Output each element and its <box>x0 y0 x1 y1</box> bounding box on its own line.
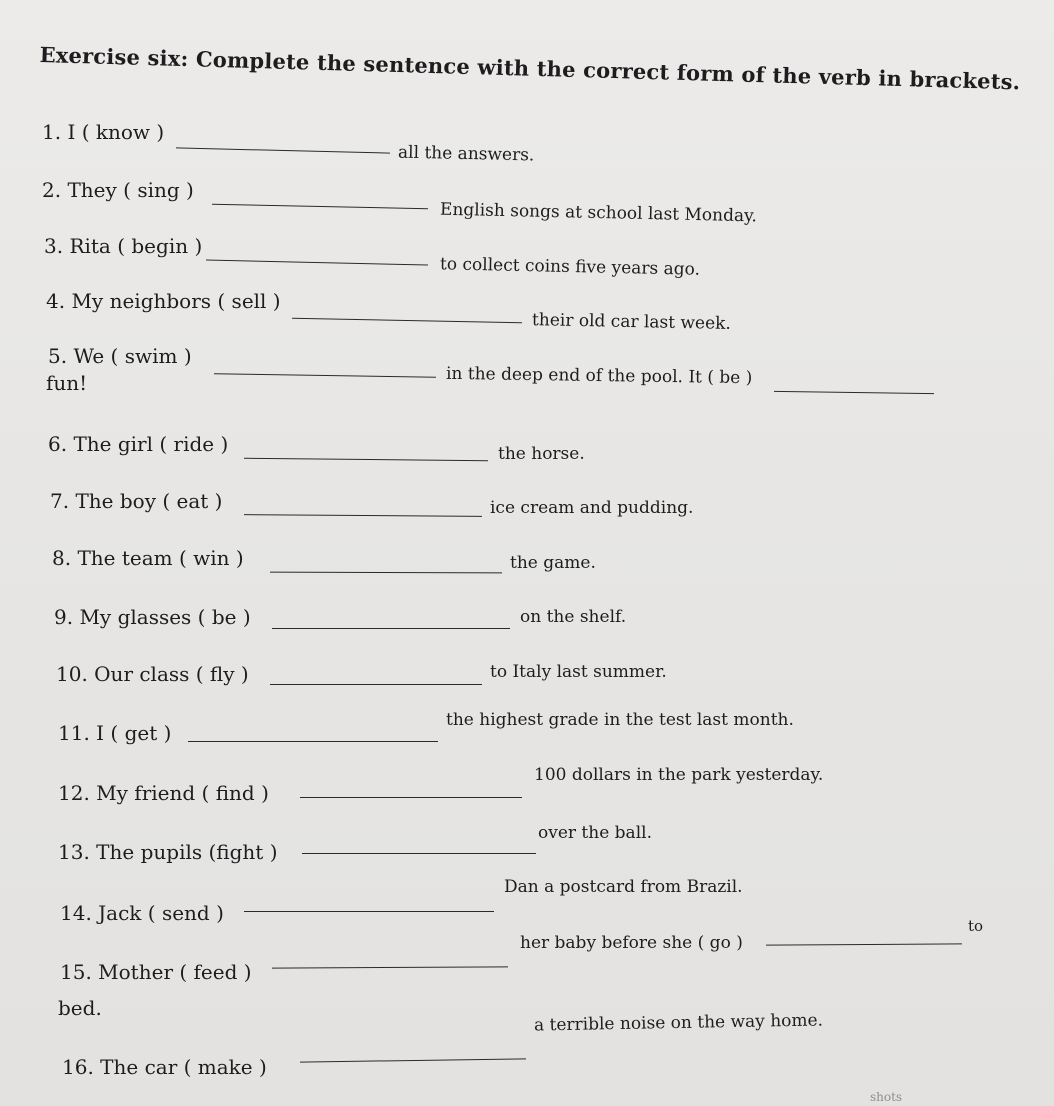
item-3-blank[interactable] <box>206 259 428 265</box>
item-5-blank[interactable] <box>214 373 436 377</box>
item-3-rest: to collect coins five years ago. <box>439 254 701 280</box>
item-4-blank[interactable] <box>292 318 522 323</box>
item-13-lead: 13. The pupils (fight ) <box>58 840 278 864</box>
item-8-lead: 8. The team ( win ) <box>52 546 244 570</box>
item-2-lead: 2. They ( sing ) <box>42 178 194 202</box>
item-8-rest: the game. <box>510 553 596 573</box>
item-5-lead: 5. We ( swim ) <box>48 344 192 368</box>
item-15-lead: 15. Mother ( feed ) <box>60 960 252 984</box>
item-3-lead: 3. Rita ( begin ) <box>44 234 203 258</box>
item-1-blank[interactable] <box>176 147 390 153</box>
item-14-blank[interactable] <box>244 911 494 912</box>
item-9-blank[interactable] <box>272 628 510 629</box>
item-6-lead: 6. The girl ( ride ) <box>48 432 229 456</box>
item-8-blank[interactable] <box>270 572 502 574</box>
item-15-blank-2[interactable] <box>766 943 962 945</box>
item-4-rest: their old car last week. <box>531 310 732 334</box>
item-6-blank[interactable] <box>244 458 488 462</box>
exercise-title: Exercise six: Complete the sentence with the correct form of the verb in brackets. <box>39 42 1021 95</box>
item-12-blank[interactable] <box>300 797 522 798</box>
item-13-rest: over the ball. <box>538 823 652 843</box>
item-7-lead: 7. The boy ( eat ) <box>50 489 223 513</box>
item-16-blank[interactable] <box>300 1058 526 1062</box>
item-14-rest: Dan a postcard from Brazil. <box>504 877 743 897</box>
item-13-blank[interactable] <box>302 853 536 854</box>
item-11-blank[interactable] <box>188 741 438 742</box>
item-2-rest: English songs at school last Monday. <box>439 199 758 227</box>
item-16-lead: 16. The car ( make ) <box>62 1055 267 1079</box>
item-5-rest: in the deep end of the pool. It ( be ) <box>445 363 753 389</box>
item-12-lead: 12. My friend ( find ) <box>58 781 269 805</box>
item-10-rest: to Italy last summer. <box>490 662 667 682</box>
item-5-tail: fun! <box>46 371 88 395</box>
item-1-rest: all the answers. <box>397 142 535 166</box>
item-15-rest: her baby before she ( go ) <box>520 933 743 953</box>
item-15-tail: bed. <box>58 996 102 1020</box>
item-9-rest: on the shelf. <box>520 607 627 627</box>
footer-scribble: shots <box>870 1090 903 1104</box>
item-1-lead: 1. I ( know ) <box>42 120 165 144</box>
item-11-lead: 11. I ( get ) <box>58 721 172 745</box>
item-4-lead: 4. My neighbors ( sell ) <box>46 289 281 313</box>
item-2-blank[interactable] <box>212 204 428 210</box>
item-11-rest: the highest grade in the test last month. <box>446 710 794 730</box>
item-7-rest: ice cream and pudding. <box>490 498 694 518</box>
item-14-lead: 14. Jack ( send ) <box>60 901 224 925</box>
item-15-to: to <box>968 917 984 935</box>
item-12-rest: 100 dollars in the park yesterday. <box>534 765 824 785</box>
item-10-blank[interactable] <box>270 684 482 685</box>
item-15-blank[interactable] <box>272 966 508 968</box>
item-6-rest: the horse. <box>498 444 585 464</box>
item-9-lead: 9. My glasses ( be ) <box>54 605 251 629</box>
item-10-lead: 10. Our class ( fly ) <box>56 662 249 686</box>
item-5-blank-2[interactable] <box>774 391 934 394</box>
item-7-blank[interactable] <box>244 514 482 517</box>
item-16-rest: a terrible noise on the way home. <box>533 1010 824 1036</box>
